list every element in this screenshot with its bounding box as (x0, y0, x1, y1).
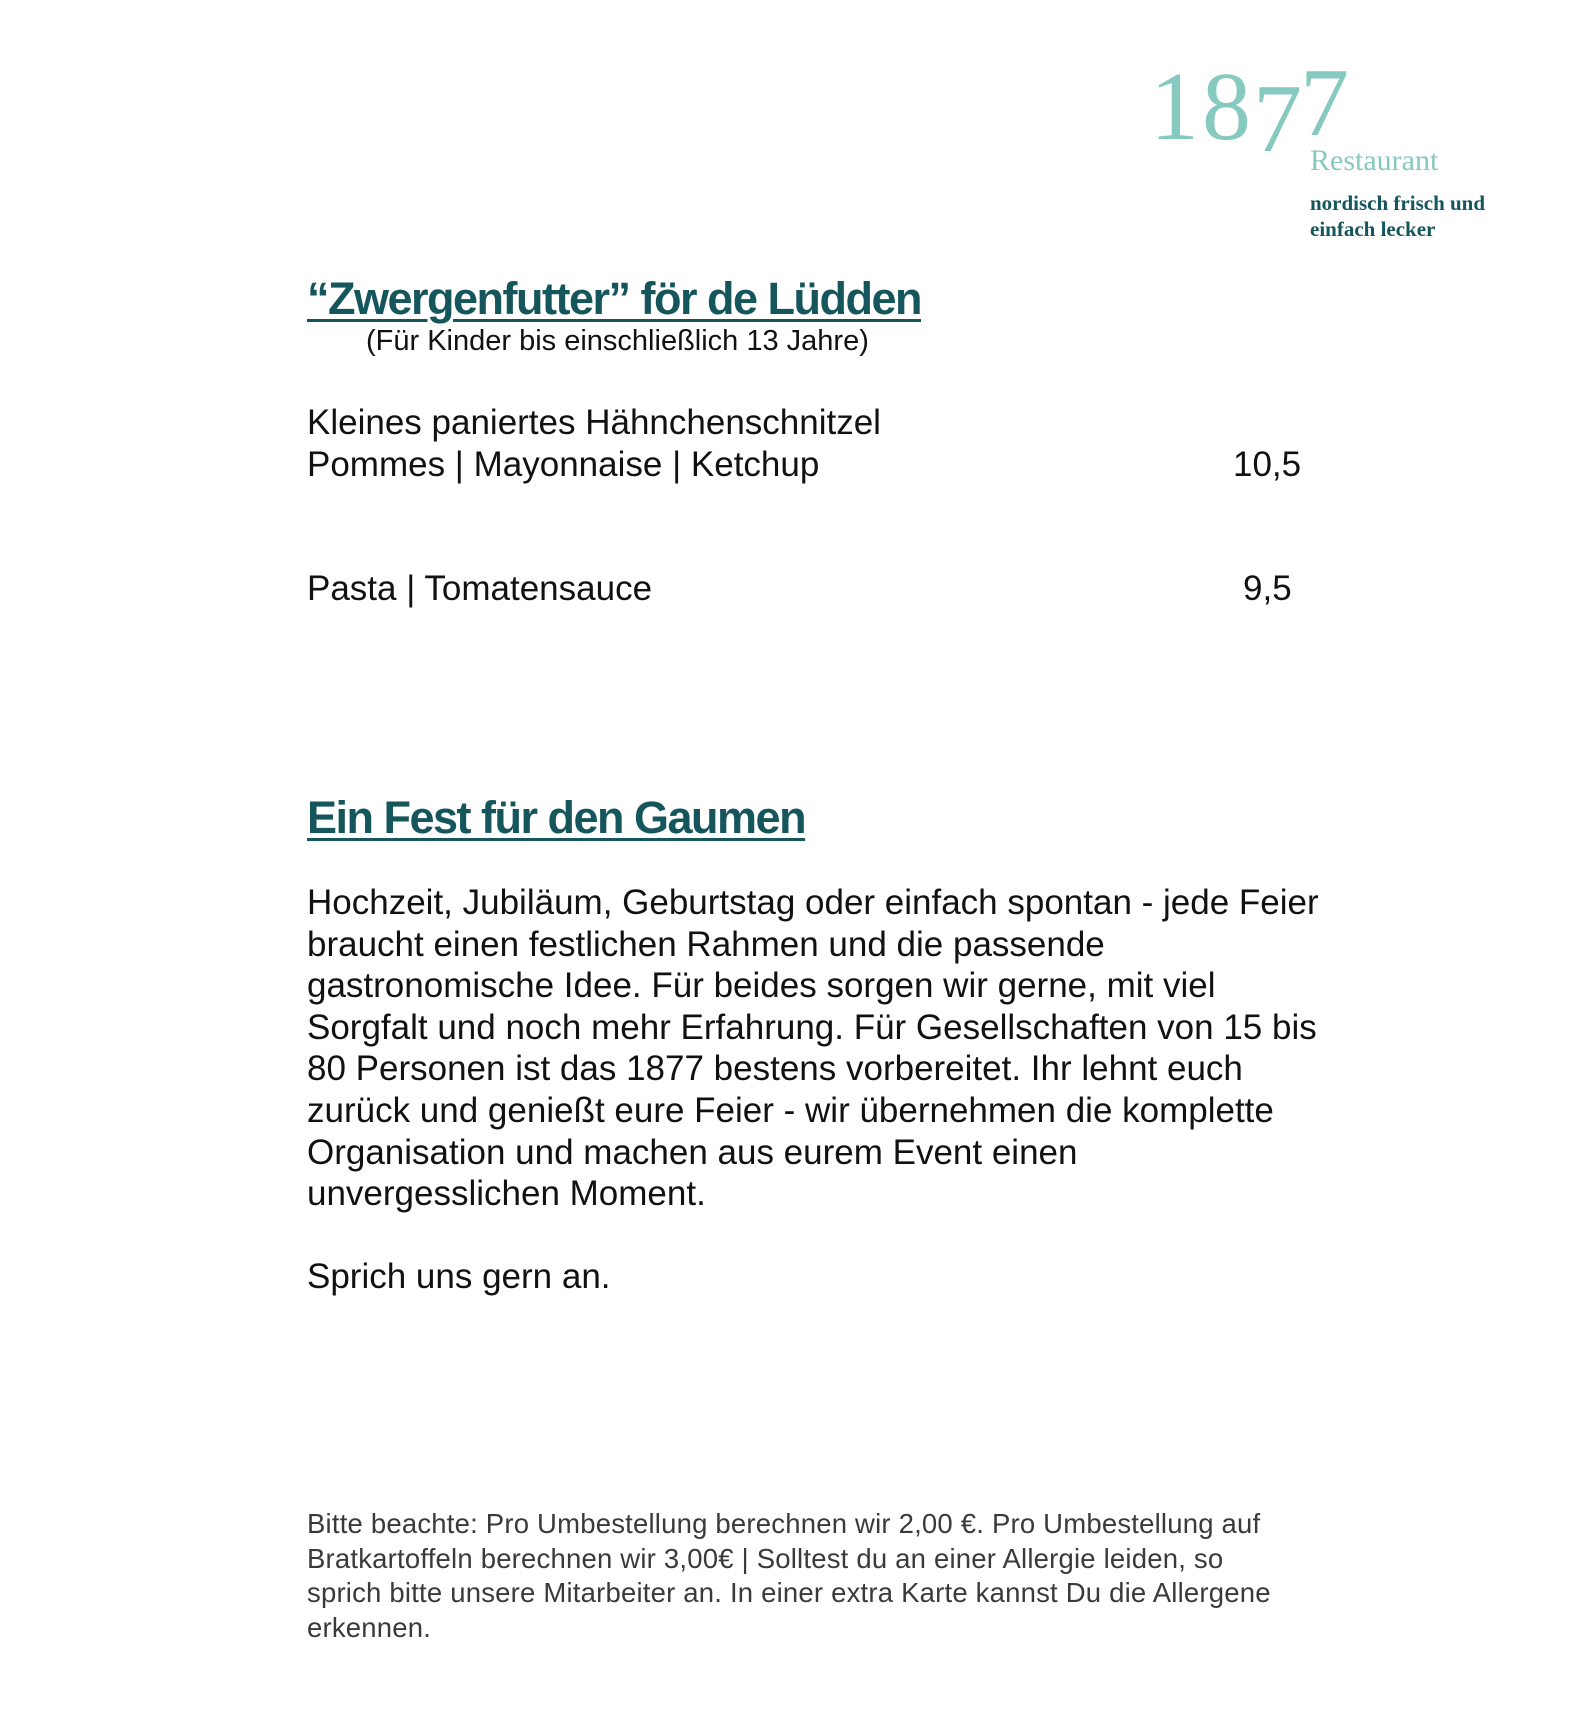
event-description (307, 882, 1407, 1215)
menu-item-pasta (307, 568, 652, 610)
logo-tagline (1310, 190, 1485, 242)
paragraph-line: Organisation und machen aus eurem Event einen (307, 1132, 1078, 1172)
menu-item-line: Pasta | Tomatensauce (307, 569, 653, 608)
logo-digit: 7 (1253, 65, 1302, 173)
kids-section-subtitle: (Für Kinder bis einschließlich 13 Jahre) (366, 325, 869, 357)
restaurant-logo (1150, 44, 1530, 254)
logo-digit: 7 (1300, 49, 1349, 157)
footnote (307, 1507, 1271, 1645)
paragraph-line: Sorgfalt und noch mehr Erfahrung. Für Gesellschaften von 15 bis (307, 1007, 1317, 1047)
paragraph-line: unvergesslichen Moment. (307, 1174, 706, 1214)
footnote-line: sprich bitte unsere Mitarbeiter an. In einer extra Karte kannst Du die Allergene (307, 1577, 1271, 1608)
paragraph-line: 80 Personen ist das 1877 bestens vorbereitet. Ihr lehnt euch (307, 1049, 1243, 1089)
logo-digit: 1 (1150, 53, 1199, 161)
footnote-line: erkennen. (307, 1611, 432, 1643)
logo-tagline-line: einfach lecker (1310, 217, 1436, 241)
footnote-line: Bitte beachte: Pro Umbestellung berechnen wir 2,00 €. Pro Umbestellung auf (307, 1508, 1261, 1539)
menu-item-line: Pommes | Mayonnaise | Ketchup (307, 445, 820, 484)
event-section-title: Ein Fest für den Gaumen (307, 792, 806, 843)
footnote-line: Bratkartoffeln berechnen wir 3,00€ | Solltest du an einer Allergie leiden, so (307, 1542, 1224, 1574)
paragraph-line: Hochzeit, Jubiläum, Geburtstag oder einfach spontan - jede Feier (307, 883, 1319, 922)
logo-restaurant-label: Restaurant (1310, 144, 1439, 177)
logo-tagline-line: nordisch frisch und (1310, 191, 1486, 215)
paragraph-line: zurück und genießt eure Feier - wir übernehmen die komplette (307, 1090, 1274, 1130)
paragraph-line: braucht einen festlichen Rahmen und die passende (307, 924, 1105, 964)
logo-digit: 8 (1202, 53, 1251, 161)
kids-section-title: “Zwergenfutter” för de Lüdden (307, 273, 921, 324)
event-closing-line: Sprich uns gern an. (307, 1257, 611, 1296)
menu-item-line: Kleines paniertes Hähnchenschnitzel (307, 403, 881, 442)
menu-item-schnitzel (307, 402, 881, 486)
menu-item-price: 9,5 (1243, 569, 1292, 608)
paragraph-line: gastronomische Idee. Für beides sorgen wir gerne, mit viel (307, 966, 1216, 1006)
menu-item-price: 10,5 (1233, 445, 1302, 484)
